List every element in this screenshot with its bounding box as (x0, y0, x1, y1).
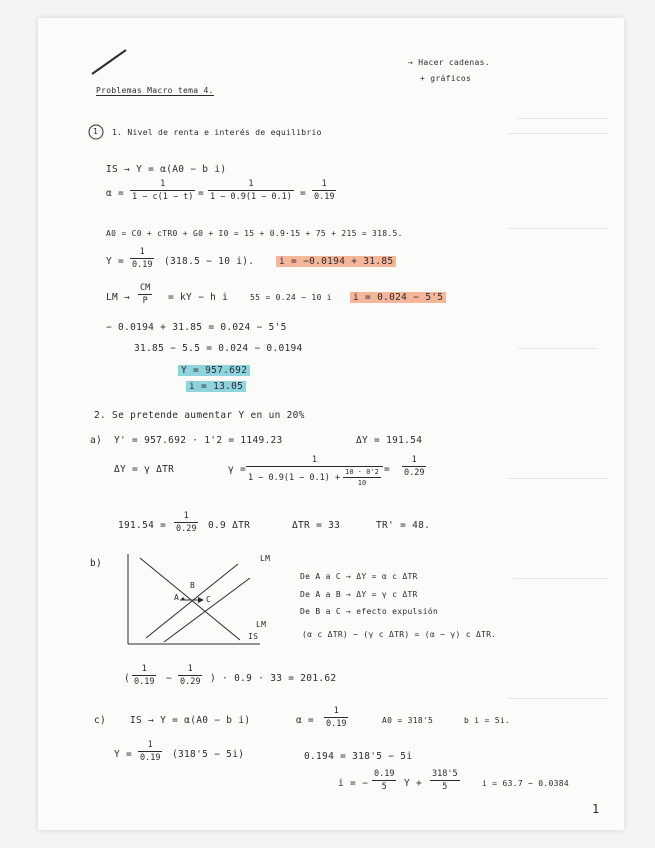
highlight-i-result: i = 13.05 (186, 381, 246, 392)
q1-is-line: IS → Y = α(A0 − b i) (106, 164, 227, 175)
b-calc-fraction-2: 1 0.29 (180, 664, 201, 687)
highlight-y-result: Y = 957.692 (178, 365, 250, 376)
calc-fraction: 1 0.29 (176, 511, 197, 534)
highlight-i-is: i = −0.0194 + 31.85 (276, 256, 396, 267)
q2-heading: 2. Se pretende aumentar Y en un 20% (94, 410, 305, 421)
slash-mark (90, 46, 130, 76)
graph-is-label: IS (248, 632, 259, 641)
highlight-i-lm: i = 0.024 − 5'5 (350, 292, 446, 303)
graph-point-b: B (190, 581, 196, 590)
graph-point-a: A (174, 593, 180, 602)
graph-point-c: C (206, 595, 212, 604)
gamma-fraction: 1 1 − 0.9(1 − 0.1) + 10 · 0'2 10 (246, 455, 383, 487)
note-graficos: + gráficos (420, 74, 472, 83)
y-fraction: 1 0.19 (132, 247, 153, 270)
lm-fraction: CM P (140, 283, 151, 306)
c-y-fraction: 1 0.19 (140, 740, 161, 763)
alpha-fraction-1: 1 1 − c(1 − t) (132, 179, 194, 202)
alpha-fraction-2: 1 1 − 0.9(1 − 0.1) (210, 179, 292, 202)
b-calc-fraction-1: 1 0.19 (134, 664, 155, 687)
q1-number: 1 (93, 127, 99, 136)
graph-lm-bottom-label: LM (256, 620, 267, 629)
q1-heading: 1. Nivel de renta e interés de equilibrio (112, 128, 322, 137)
c-i-fraction-1: 0.19 5 (374, 769, 395, 792)
c-i-fraction-2: 318'5 5 (432, 769, 458, 792)
page-title: Problemas Macro tema 4. (96, 86, 214, 95)
alpha-lhs: α = (106, 188, 125, 199)
alpha-fraction-3: 1 0.19 (314, 179, 335, 202)
notebook-page: → Hacer cadenas. + gráficos Problemas Macro tema 4. 1 1. Nivel de renta e interés de equilibrio IS → Y = α(A0 − b i) α = 1 1 − c(1 − t) = 1 1 − 0.9(1 − 0.1) = 1 0.19 A0 = C0 + cTR0 + G0 + I0 = 15 + 0.9·15 + 75 + 215 = 318.5. Y = 1 0.19 (318.5 − 10 i). i = −0.0194 + 31.85 LM → CM P = kY − h i 55 = 0.24 − 10 i i = 0.024 − 5'5 − 0.0194 + 31.85 = 0.024 − 5'5 31.85 − 5.5 = 0.024 − 0.0194 Y = 957.692 i = 13.05 2. Se pretende aumentar Y en un 20% a) Y' = 957.692 · 1'2 = 1149.23 ΔY = 191.54 ΔY = γ ΔTR γ = 1 1 − 0.9(1 − 0.1) + 10 · 0'2 10 = 1 0.29 191.54 = 1 0.29 0.9 ΔTR ΔTR = 33 TR' = 48. b) LM LM IS A B C De A a C → ΔY = α c ΔTR De A a B → ΔY = γ c ΔTR De B a C → efecto expulsión (α c ΔTR) − (γ c ΔTR) = (α − γ) c ΔTR. ( 1 0.19 − 1 0.29 ) · 0.9 · 33 = 201.62 c) IS → Y = α(A0 − b i) α = 1 0.19 A0 = 318'5 b i = 5i. Y = 1 0.19 (318'5 − 5i) 0.194 = 318'5 − 5i i = − 0.19 5 Y + 318'5 5 i = 63.7 − 0.0384 1 (38, 18, 624, 830)
note-cadenas: → Hacer cadenas. (408, 58, 490, 67)
c-alpha-fraction: 1 0.19 (326, 706, 347, 729)
page-number: 1 (592, 802, 600, 816)
graph-lm-top-label: LM (260, 554, 271, 563)
gamma-result: 1 0.29 (404, 455, 425, 478)
a0-line: A0 = C0 + cTR0 + G0 + I0 = 15 + 0.9·15 + 75 + 215 = 318.5. (106, 229, 403, 238)
